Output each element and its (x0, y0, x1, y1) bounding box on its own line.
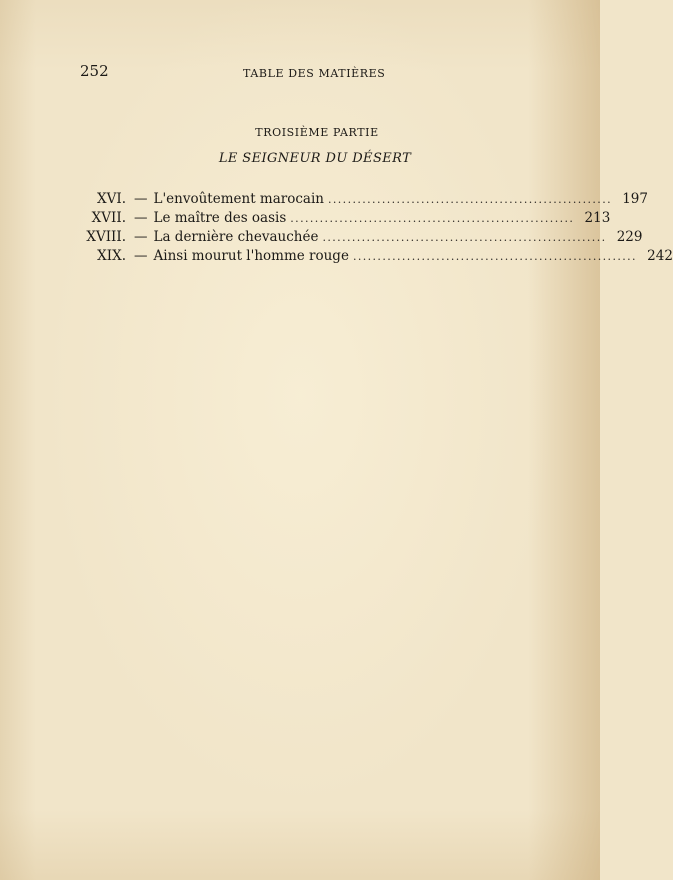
toc-entry (70, 209, 611, 228)
chapter-title: La dernière chevauchée (153, 229, 319, 245)
chapter-page: 242 (647, 248, 673, 264)
chapter-page: 213 (584, 210, 611, 226)
dot-leader: .......................................................... (322, 231, 607, 244)
toc-entry (70, 190, 648, 209)
chapter-dash: — (134, 248, 148, 264)
table-of-contents (70, 190, 673, 266)
page-number: 252 (80, 62, 109, 80)
dot-leader: .......................................................... (352, 250, 637, 263)
chapter-page: 197 (622, 191, 648, 207)
chapter-title: Le maître des oasis (153, 210, 287, 226)
part-title: LE SEIGNEUR DU DÉSERT (218, 151, 412, 166)
toc-entry (70, 247, 673, 266)
chapter-number: XVII. (91, 210, 126, 226)
running-head: TABLE DES MATIÈRES (243, 67, 386, 80)
dot-leader: .......................................................... (290, 212, 575, 225)
chapter-number: XVIII. (86, 229, 126, 245)
dot-leader: .......................................................... (327, 193, 612, 206)
chapter-number: XIX. (97, 248, 126, 264)
chapter-dash: — (134, 191, 148, 207)
chapter-dash: — (134, 210, 148, 226)
chapter-title: Ainsi mourut l'homme rouge (153, 248, 349, 264)
toc-entry (70, 228, 643, 247)
chapter-page: 229 (616, 229, 643, 245)
chapter-title: L'envoûtement marocain (153, 191, 324, 207)
chapter-dash: — (134, 229, 148, 245)
part-label: TROISIÈME PARTIE (255, 126, 379, 139)
chapter-number: XVI. (97, 191, 126, 207)
